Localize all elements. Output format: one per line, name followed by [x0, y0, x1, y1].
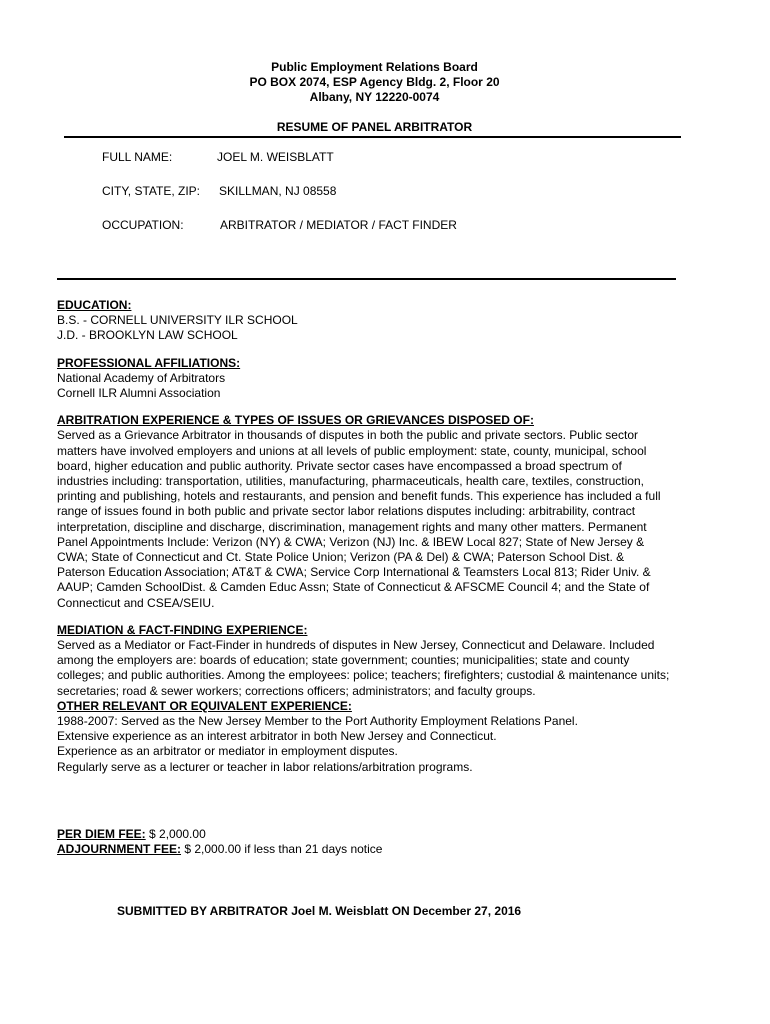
mediation-line: Served as a Mediator or Fact-Finder in hundreds of disputes in New Jersey, Connecticut and Delaware. Included	[57, 638, 655, 653]
arbitration-line: printing and publishing, hotels and restaurants, and pension and benefit funds. This experience has included a full	[57, 489, 661, 504]
other-experience-line: Experience as an arbitrator or mediator in employment disputes.	[57, 744, 398, 759]
arbitration-line: AAUP; Camden SchoolDist. & Camden Educ Assn; State of Connecticut & AFSCME Council 4; and the State of	[57, 580, 650, 595]
arbitration-line: board, higher education and public authority. Private sector cases have encompassed a broad spectrum of	[57, 458, 622, 473]
other-experience-line: Extensive experience as an interest arbitrator in both New Jersey and Connecticut.	[57, 729, 497, 744]
per-diem-fee	[57, 827, 707, 842]
city-state-zip-value: SKILLMAN, NJ 08558	[219, 184, 337, 198]
other-experience-line: 1988-2007: Served as the New Jersey Member to the Port Authority Employment Relations Panel.	[57, 714, 578, 729]
occupation-value: ARBITRATOR / MEDIATOR / FACT FINDER	[220, 218, 457, 232]
adjournment-fee	[57, 842, 707, 857]
divider-bottom	[57, 278, 676, 280]
education-line: B.S. - CORNELL UNIVERSITY ILR SCHOOL	[57, 313, 298, 328]
resume-body	[57, 298, 707, 857]
arbitration-line: Connecticut and CSEA/SEIU.	[57, 595, 215, 610]
org-name: Public Employment Relations Board	[271, 60, 478, 74]
arbitration-line: range of issues found in both public and private sector labor relations disputes including: arbitrability, contract	[57, 504, 636, 519]
document-title: RESUME OF PANEL ARBITRATOR	[276, 120, 473, 134]
arbitration-line: Panel Appointments Include: Verizon (NY) & CWA; Verizon (NJ) Inc. & IBEW Local 827; State of New Jersey &	[57, 534, 645, 549]
adjournment-fee-label: ADJOURNMENT FEE:	[57, 842, 182, 857]
full-name-label: FULL NAME:	[102, 150, 173, 164]
submitted-by-line: SUBMITTED BY ARBITRATOR Joel M. Weisblatt ON December 27, 2016	[117, 904, 522, 918]
mediation-line: among the employers are: boards of education; state government; counties; municipalities; state and county	[57, 653, 630, 668]
per-diem-fee-label: PER DIEM FEE:	[57, 826, 146, 841]
divider-top	[64, 136, 681, 138]
affiliation-line: Cornell ILR Alumni Association	[57, 386, 221, 401]
occupation-label: OCCUPATION:	[102, 218, 184, 232]
affiliation-line: National Academy of Arbitrators	[57, 370, 226, 385]
mediation-line: colleges; and public authorities. Among the employees: police; teachers; firefighters; custodial & maintenance units;	[57, 668, 670, 683]
other-experience-line: Regularly serve as a lecturer or teacher in labor relations/arbitration programs.	[57, 759, 473, 774]
mediation-line: secretaries; road & sewer workers; corrections officers; administrators; and faculty groups.	[57, 683, 536, 698]
mediation-heading: MEDIATION & FACT-FINDING EXPERIENCE:	[57, 622, 308, 637]
org-city: Albany, NY 12220-0074	[309, 90, 440, 104]
arbitration-line: Served as a Grievance Arbitrator in thousands of disputes in both the public and private sectors. Public sector	[57, 428, 638, 443]
education-line: J.D. - BROOKLYN LAW SCHOOL	[57, 328, 238, 343]
arbitration-line: industries including: transportation, utilities, manufacturing, pharmaceuticals, health care, textiles, construction,	[57, 474, 644, 489]
education-heading: EDUCATION:	[57, 298, 132, 312]
arbitration-heading: ARBITRATION EXPERIENCE & TYPES OF ISSUES OR GRIEVANCES DISPOSED OF:	[57, 413, 534, 428]
full-name-value: JOEL M. WEISBLATT	[217, 150, 334, 164]
arbitration-line: Paterson Education Association; AT&T & CWA; Service Corp International & Teamsters Local 813; Rider Univ. &	[57, 565, 651, 580]
arbitration-line: matters have involved employers and unions at all levels of public employment: state, county, municipal, school	[57, 443, 647, 458]
city-state-zip-label: CITY, STATE, ZIP:	[102, 184, 201, 198]
document-header	[0, 60, 749, 105]
affiliations-heading: PROFESSIONAL AFFILIATIONS:	[57, 355, 241, 370]
arbitration-line: interpretation, discipline and discharge, discrimination, management rights and many other matters. Permanent	[57, 519, 647, 534]
adjournment-fee-value: $ 2,000.00 if less than 21 days notice	[181, 842, 383, 857]
other-experience-heading: OTHER RELEVANT OR EQUIVALENT EXPERIENCE:	[57, 698, 352, 713]
per-diem-fee-value: $ 2,000.00	[145, 826, 206, 841]
arbitration-line: CWA; State of Connecticut and Ct. State Police Union; Verizon (PA & Del) & CWA; Paterson School Dist. &	[57, 550, 625, 565]
org-address: PO BOX 2074, ESP Agency Bldg. 2, Floor 20	[249, 75, 500, 89]
